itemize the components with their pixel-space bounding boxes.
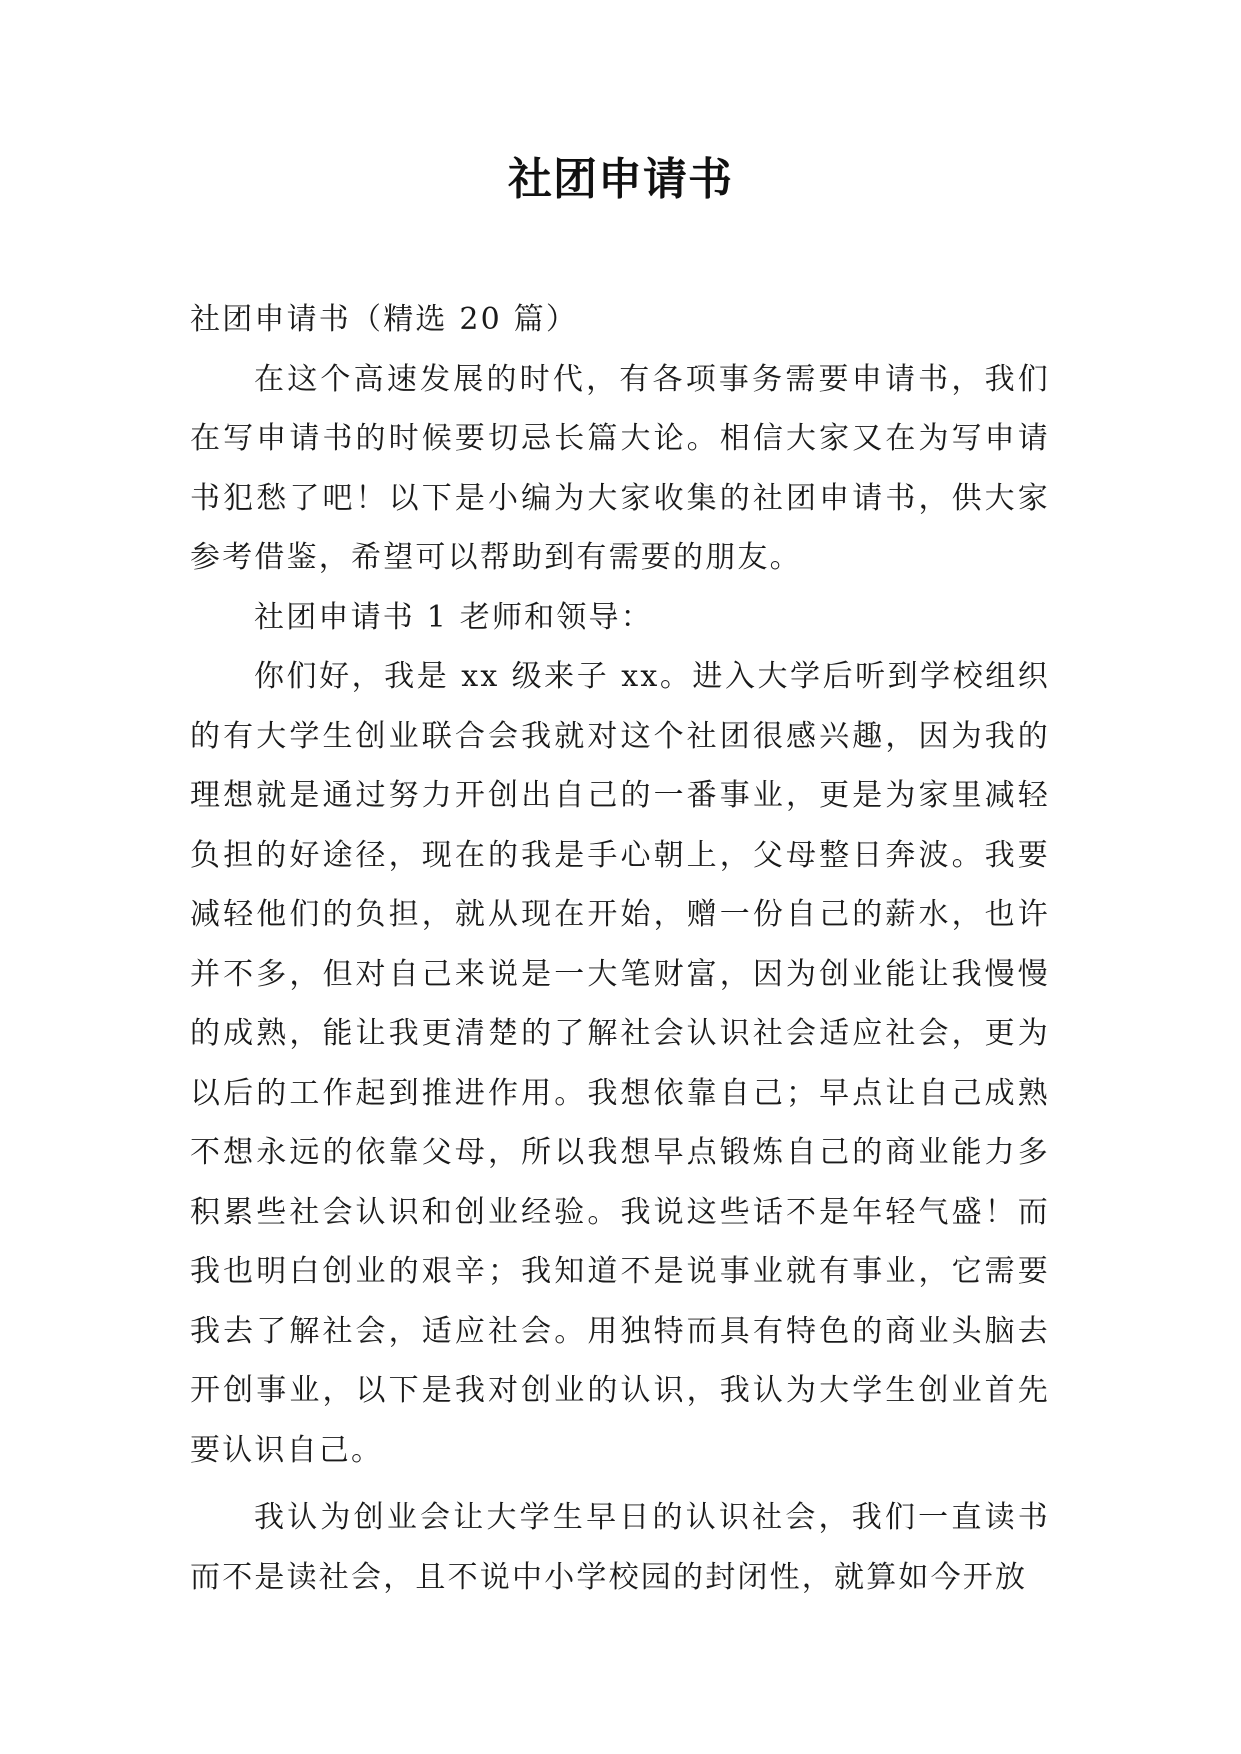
intro-paragraph: 在这个高速发展的时代，有各项事务需要申请书，我们在写申请书的时候要切忌长篇大论。相信大家又在为写申请书犯愁了吧！以下是小编为大家收集的社团申请书，供大家参考借鉴，希望可以帮助到有需要的朋友。 — [190, 361, 1050, 575]
document-body — [190, 290, 1050, 1607]
document-subtitle: 社团申请书（精选 20 篇） — [190, 302, 579, 337]
document-title: 社团申请书 — [508, 154, 733, 205]
letter-paragraph: 你们好，我是 xx 级来子 xx。进入大学后听到学校组织的有大学生创业联合会我就对这个社团很感兴趣，因为我的理想就是通过努力开创出自己的一番事业，更是为家里减轻负担的好途径，现在的我是手心朝上，父母整日奔波。我要减轻他们的负担，就从现在开始，赠一份自己的薪水，也许并不多，但对自己来说是一大笔财富，因为创业能让我慢慢的成熟，能让我更清楚的了解社会认识社会适应社会，更为以后的工作起到推进作用。我想依靠自己；早点让自己成熟不想永远的依靠父母，所以我想早点锻炼自己的商业能力多积累些社会认识和创业经验。我说这些话不是年轻气盛！而我也明白创业的艰辛；我知道不是说事业就有事业，它需要我去了解社会，适应社会。用独特而具有特色的商业头脑去开创事业，以下是我对创业的认识，我认为大学生创业首先要认识自己。 — [190, 659, 1050, 1468]
letter-heading: 社团申请书 1 老师和领导： — [254, 599, 653, 635]
letter-paragraph-continued: 我认为创业会让大学生早日的认识社会，我们一直读书而不是读社会，且不说中小学校园的封闭性，就算如今开放 — [190, 1500, 1050, 1595]
